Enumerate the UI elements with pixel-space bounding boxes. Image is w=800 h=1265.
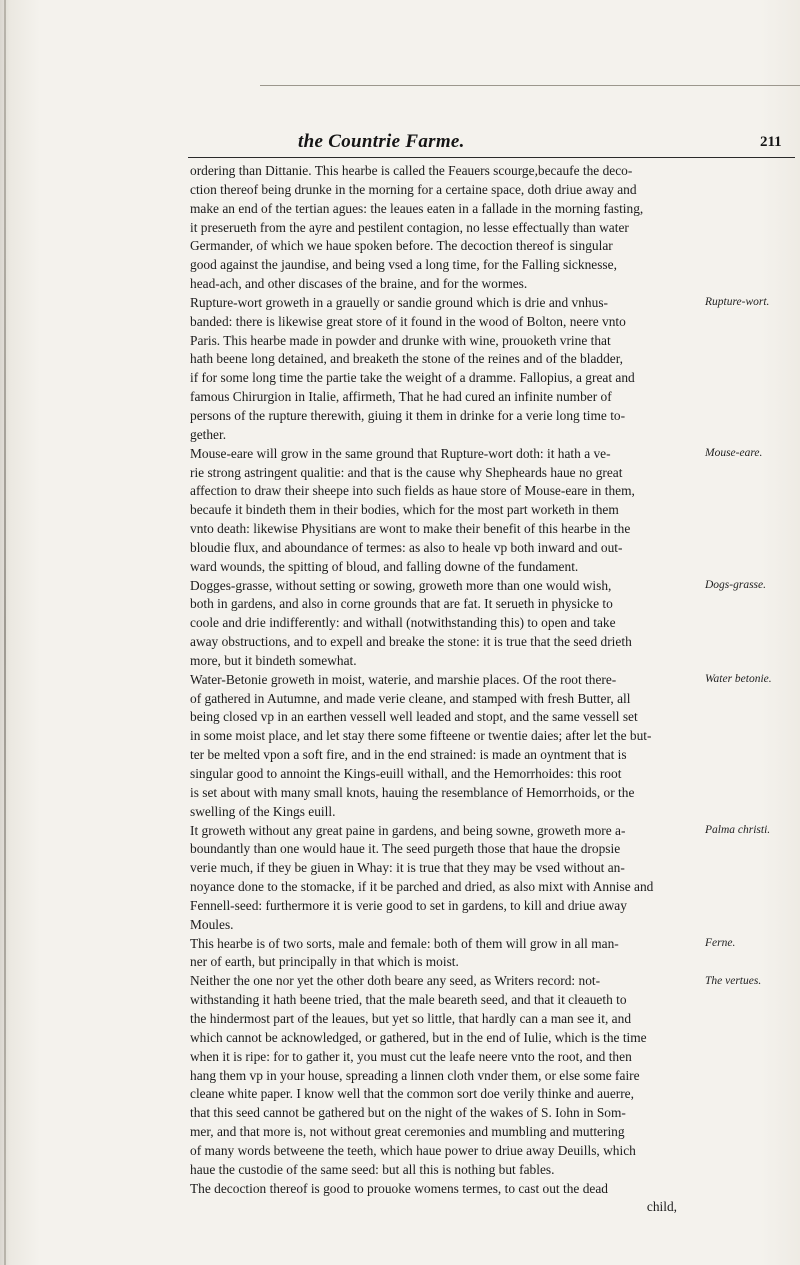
margin-note: The vertues. xyxy=(705,974,762,987)
text-line: ordering than Dittanie. This hearbe is called the Feauers scourge,becaufe the deco- xyxy=(190,163,633,178)
text-line: Moules. xyxy=(190,916,234,932)
running-title: the Countrie Farme. xyxy=(298,131,465,152)
text-line: Rupture-wort groweth in a grauelly or sandie ground which is drie and vnhus- xyxy=(190,294,608,310)
text-line: ter be melted vpon a soft fire, and in the end strained: is made an oyntment that is xyxy=(190,747,627,763)
text-line: head-ach, and other discases of the braine, and for the wormes. xyxy=(190,276,528,292)
text-line: both in gardens, and also in corne grounds that are fat. It serueth in physicke to xyxy=(190,596,613,612)
text-line: The decoction thereof is good to prouoke womens termes, to cast out the dead xyxy=(190,1180,608,1196)
page-number: 211 xyxy=(760,134,782,150)
text-line: in some moist place, and let stay there some fifteene or twentie daies; after let the but- xyxy=(190,728,652,744)
text-line: affection to draw their sheepe into such fields as haue store of Mouse-eare in them, xyxy=(190,483,635,499)
text-line: bloudie flux, and aboundance of termes: as also to heale vp both inward and out- xyxy=(190,539,623,555)
margin-note: Rupture-wort. xyxy=(705,295,770,308)
text-line: famous Chirurgion in Italie, affirmeth, That he had cured an infinite number of xyxy=(190,389,612,405)
text-line: make an end of the tertian agues: the leaues eaten in a fallade in the morning fasting, xyxy=(190,200,644,216)
header-rule xyxy=(188,157,795,158)
text-line: good against the jaundise, and being vsed a long time, for the Falling sicknesse, xyxy=(190,257,617,273)
text-line: Mouse-eare will grow in the same ground that Rupture-wort doth: it hath a ve- xyxy=(190,445,611,461)
binding-shadow xyxy=(4,0,6,1265)
text-line: of gathered in Autumne, and made verie cleane, and stamped with fresh Butter, all xyxy=(190,690,631,706)
margin-note: Mouse-eare. xyxy=(705,446,763,459)
text-line: is set about with many small knots, hauing the resemblance of Hemorrhoids, or the xyxy=(190,784,635,800)
text-line: coole and drie indifferently: and withall (notwithstanding this) to open and take xyxy=(190,615,616,631)
text-line: if for some long time the partie take the weight of a dramme. Fallopius, a great and xyxy=(190,370,635,386)
text-line: Paris. This hearbe made in powder and drunke with wine, prouoketh vrine that xyxy=(190,332,611,348)
text-line: which cannot be acknowledged, or gathered, but in the end of Iulie, which is the time xyxy=(190,1029,647,1045)
text-line: boundantly than one would haue it. The seed purgeth those that haue the dropsie xyxy=(190,841,621,857)
margin-note: Dogs-grasse. xyxy=(705,578,767,591)
margin-note: Ferne. xyxy=(705,936,736,949)
text-line: rie strong astringent qualitie: and that is the cause why Shepheards haue no great xyxy=(190,464,623,480)
text-line: noyance done to the stomacke, if it be parched and dried, as also mixt with Annise and xyxy=(190,879,654,895)
text-line: when it is ripe: for to gather it, you must cut the leafe neere vnto the root, and then xyxy=(190,1048,632,1064)
text-line: Germander, of which we haue spoken before. The decoction thereof is singular xyxy=(190,238,613,254)
text-line: banded: there is likewise great store of it found in the wood of Bolton, neere vnto xyxy=(190,313,626,329)
text-line: that this seed cannot be gathered but on the night of the wakes of S. Iohn in Som- xyxy=(190,1105,626,1121)
text-line: Dogges-grasse, without setting or sowing, groweth more than one would wish, xyxy=(190,577,612,593)
text-line: persons of the rupture therewith, giuing it them in drinke for a verie long time to- xyxy=(190,407,626,423)
text-line: haue the custodie of the same seed: but all this is nothing but fables. xyxy=(190,1161,555,1177)
text-line: of many words betweene the teeth, which haue power to driue away Deuills, which xyxy=(190,1142,636,1158)
text-line: away obstructions, and to expell and breake the stone: it is true that the seed drieth xyxy=(190,634,632,650)
text-line: Fennell-seed: furthermore it is verie good to set in gardens, to kill and driue away xyxy=(190,897,627,913)
text-line: This hearbe is of two sorts, male and female: both of them will grow in all man- xyxy=(190,935,619,951)
margin-note: Palma christi. xyxy=(705,823,771,836)
text-line: child, xyxy=(646,1199,677,1215)
text-line: Water-Betonie groweth in moist, waterie, and marshie places. Of the root there- xyxy=(190,671,617,687)
margin-note: Water betonie. xyxy=(705,672,772,685)
text-line: hang them vp in your house, spreading a linnen cloth vnder them, or else some faire xyxy=(190,1067,640,1083)
text-line: singular good to annoint the Kings-euill withall, and the Hemorrhoides: this root xyxy=(190,766,622,781)
text-line: becaufe it bindeth them in their bodies, which for the most part worketh in them xyxy=(190,502,619,518)
text-line: cleane white paper. I know well that the common sort doe verily thinke and auerre, xyxy=(190,1086,634,1102)
text-line: it preserueth from the ayre and pestilent contagion, no lesse effectually than water xyxy=(190,219,629,235)
text-line: swelling of the Kings euill. xyxy=(190,803,336,819)
text-line: ward wounds, the spitting of bloud, and falling downe of the fundament. xyxy=(190,558,579,574)
text-line: being closed vp in an earthen vessell well leaded and stopt, and the same vessell set xyxy=(190,709,638,725)
text-line: ction thereof being drunke in the morning for a certaine space, doth driue away and xyxy=(190,181,637,197)
page-edge-rule xyxy=(260,85,800,86)
text-line: gether. xyxy=(190,426,227,442)
text-line: vnto death: likewise Physitians are wont to make their benefit of this hearbe in the xyxy=(190,521,631,537)
text-line: the hindermost part of the leaues, but yet so little, that hardly can a man see it, and xyxy=(190,1010,632,1026)
text-line: withstanding it hath beene tried, that the male beareth seed, and that it cleaueth to xyxy=(190,992,627,1008)
body-text xyxy=(190,162,695,1217)
text-line: ner of earth, but principally in that which is moist. xyxy=(190,954,459,970)
text-line: Neither the one nor yet the other doth beare any seed, as Writers record: not- xyxy=(190,973,601,989)
text-line: more, but it bindeth somewhat. xyxy=(190,652,357,668)
text-line: mer, and that more is, not without great ceremonies and mumbling and muttering xyxy=(190,1124,625,1140)
text-line: It groweth without any great paine in gardens, and being sowne, groweth more a- xyxy=(190,822,626,838)
text-line: verie much, if they be giuen in Whay: it is true that they may be vsed without an- xyxy=(190,860,625,876)
text-line: hath beene long detained, and breaketh the stone of the reines and of the bladder, xyxy=(190,351,624,367)
